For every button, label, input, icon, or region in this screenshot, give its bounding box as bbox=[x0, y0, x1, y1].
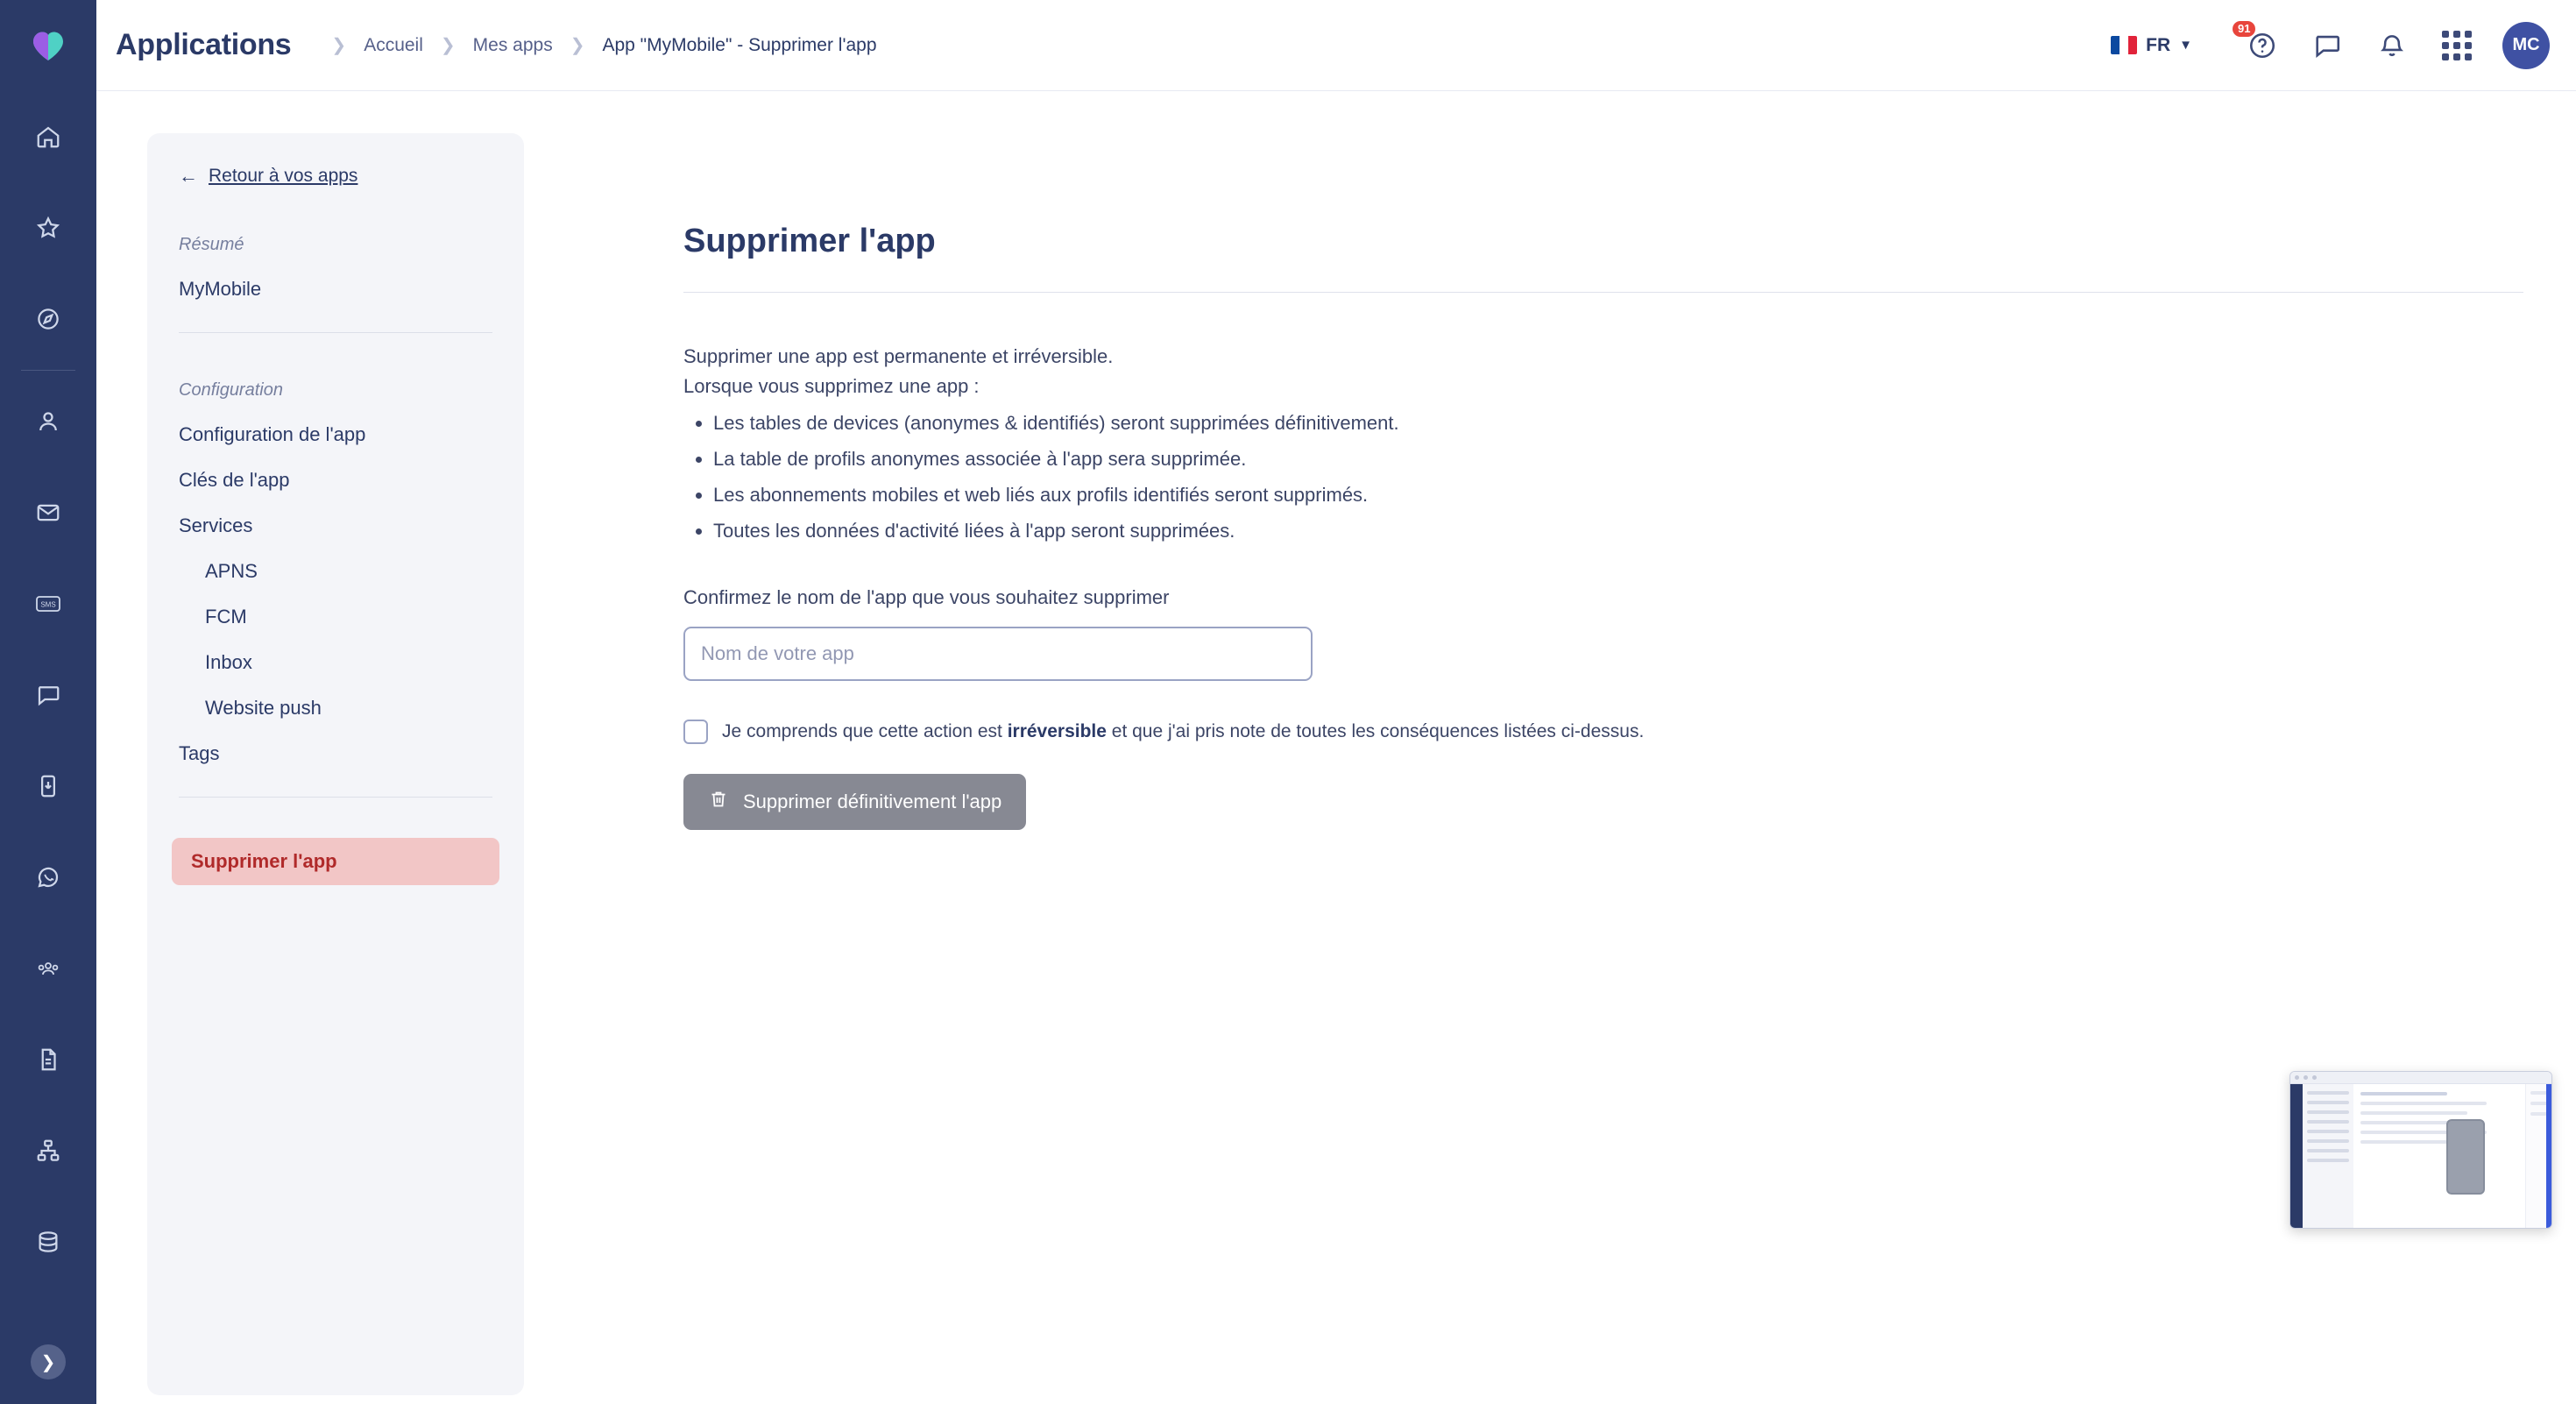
left-icon-rail bbox=[0, 0, 96, 1404]
sidebar-item-chat[interactable] bbox=[0, 649, 96, 741]
breadcrumb-item-current: App "MyMobile" - Supprimer l'app bbox=[602, 34, 877, 55]
thumbnail-rail bbox=[2290, 1084, 2303, 1229]
chevron-down-icon: ▼ bbox=[2179, 38, 2192, 53]
sidebar-group-title-configuration: Configuration bbox=[179, 380, 283, 400]
page-content bbox=[96, 91, 2576, 1404]
thumbnail-main bbox=[2353, 1084, 2525, 1229]
delete-app-button-label: Supprimer définitivement l'app bbox=[743, 791, 1002, 813]
app-name-confirm-input[interactable] bbox=[683, 627, 1313, 681]
heading-divider bbox=[683, 292, 2523, 293]
breadcrumb-separator-icon: ❯ bbox=[331, 36, 347, 55]
top-bar bbox=[96, 0, 2576, 91]
sidebar-item-services[interactable]: Services bbox=[179, 514, 253, 536]
apps-grid-icon[interactable] bbox=[2432, 21, 2481, 70]
acknowledge-checkbox[interactable] bbox=[683, 720, 708, 744]
delete-app-panel bbox=[587, 91, 2541, 830]
breadcrumb-item-mes-apps[interactable]: Mes apps bbox=[472, 34, 553, 55]
sidebar-item-explore[interactable] bbox=[0, 273, 96, 365]
list-item: • Les abonnements mobiles et web liés aux profils identifiés seront supprimés. bbox=[713, 482, 2541, 509]
apps-grid-glyph bbox=[2442, 31, 2472, 60]
thumbnail-phone-preview bbox=[2446, 1119, 2485, 1195]
breadcrumb-separator-icon: ❯ bbox=[440, 36, 456, 55]
svg-text:SMS: SMS bbox=[40, 600, 56, 609]
sidebar-item-supprimer-lapp[interactable]: Supprimer l'app bbox=[172, 838, 499, 885]
page-title: Applications bbox=[116, 28, 292, 61]
expand-rail-icon[interactable]: ❯ bbox=[31, 1344, 66, 1379]
breadcrumb-item-accueil[interactable]: Accueil bbox=[364, 34, 423, 55]
acknowledge-text-bold: irréversible bbox=[1007, 721, 1107, 742]
intro-line-2: Lorsque vous supprimez une app : bbox=[683, 375, 980, 398]
sidebar-item-whatsapp[interactable] bbox=[0, 832, 96, 923]
sidebar-item-favorites[interactable] bbox=[0, 182, 96, 273]
rail-divider bbox=[21, 370, 75, 371]
thumbnail-body bbox=[2290, 1084, 2551, 1229]
sidebar-item-cles-de-lapp[interactable]: Clés de l'app bbox=[179, 469, 290, 491]
sidebar-divider bbox=[179, 332, 492, 333]
sidebar-item-audiences[interactable] bbox=[0, 923, 96, 1014]
sidebar-item-documents[interactable] bbox=[0, 1014, 96, 1105]
back-to-apps-label: Retour à vos apps bbox=[209, 166, 358, 186]
acknowledge-row bbox=[683, 720, 2541, 744]
consequences-list bbox=[683, 410, 2541, 544]
section-heading: Supprimer l'app bbox=[683, 223, 936, 259]
sidebar-item-database[interactable] bbox=[0, 1196, 96, 1287]
breadcrumb-separator-icon: ❯ bbox=[570, 36, 585, 55]
language-selector[interactable] bbox=[2111, 35, 2192, 56]
delete-app-button[interactable] bbox=[683, 774, 1026, 830]
sidebar-item-home[interactable] bbox=[0, 91, 96, 182]
top-bar-actions bbox=[2111, 21, 2576, 70]
trash-icon bbox=[708, 789, 729, 815]
sidebar-item-mobile-push[interactable] bbox=[0, 741, 96, 832]
help-badge: 91 bbox=[2233, 21, 2255, 38]
sidebar-item-configuration-de-lapp[interactable]: Configuration de l'app bbox=[179, 423, 366, 445]
chat-support-icon[interactable] bbox=[2303, 21, 2352, 70]
acknowledge-text-before: Je comprends que cette action est bbox=[722, 721, 1008, 742]
sidebar-item-sms[interactable] bbox=[0, 558, 96, 649]
heart-logo-icon[interactable] bbox=[0, 0, 96, 91]
list-item: • Toutes les données d'activité liées à l'app seront supprimées. bbox=[713, 518, 2541, 545]
sidebar-divider bbox=[179, 797, 492, 798]
sidebar-item-journeys[interactable] bbox=[0, 1105, 96, 1196]
notifications-bell-icon[interactable] bbox=[2367, 21, 2417, 70]
thumbnail-accent-bar bbox=[2546, 1084, 2551, 1229]
intro-line-1: Supprimer une app est permanente et irréversible. bbox=[683, 345, 1114, 367]
sidebar-item-mymobile[interactable]: MyMobile bbox=[179, 278, 262, 300]
app-settings-sidebar bbox=[147, 133, 524, 1395]
sidebar-item-tags[interactable]: Tags bbox=[179, 742, 220, 764]
sidebar-item-fcm[interactable]: FCM bbox=[205, 606, 247, 628]
acknowledge-text-after: et que j'ai pris note de toutes les conséquences listées ci-dessus. bbox=[1106, 721, 1645, 742]
france-flag-icon bbox=[2111, 36, 2137, 54]
acknowledge-label bbox=[722, 721, 1644, 742]
sidebar-item-apns[interactable]: APNS bbox=[205, 560, 258, 582]
thumbnail-sidebar bbox=[2303, 1084, 2353, 1229]
sidebar-item-website-push[interactable]: Website push bbox=[205, 697, 322, 719]
help-icon[interactable] bbox=[2238, 21, 2287, 70]
confirm-name-label: Confirmez le nom de l'app que vous souhaitez supprimer bbox=[683, 586, 1170, 609]
language-label: FR bbox=[2146, 34, 2171, 55]
thumbnail-window-bar bbox=[2290, 1072, 2551, 1084]
back-to-apps-link[interactable] bbox=[179, 165, 524, 188]
list-item: • Les tables de devices (anonymes & identifiés) seront supprimées définitivement. bbox=[713, 410, 2541, 437]
breadcrumb bbox=[314, 34, 876, 56]
sidebar-group-title-resume: Résumé bbox=[179, 235, 244, 254]
page-preview-thumbnail[interactable] bbox=[2289, 1071, 2552, 1229]
sidebar-item-email[interactable] bbox=[0, 467, 96, 558]
sidebar-item-inbox[interactable]: Inbox bbox=[205, 651, 252, 673]
arrow-left-icon: ← bbox=[179, 165, 198, 187]
list-item: • La table de profils anonymes associée à l'app sera supprimée. bbox=[713, 446, 2541, 473]
avatar[interactable]: MC bbox=[2502, 22, 2550, 69]
sidebar-item-profiles[interactable] bbox=[0, 376, 96, 467]
